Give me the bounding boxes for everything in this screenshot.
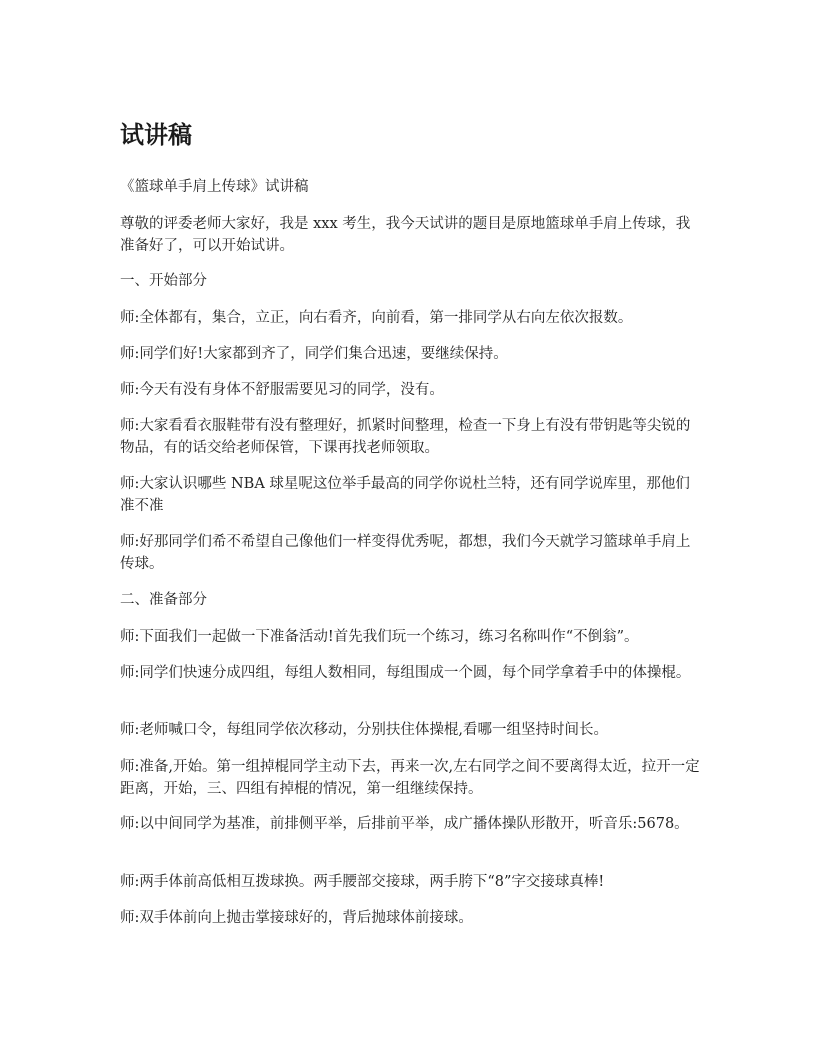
- document-title: 试讲稿: [120, 120, 192, 149]
- paragraph-rules: 师:老师喊口令，每组同学依次移动，分别扶住体操棍,看哪一组坚持时间长。: [120, 722, 608, 738]
- section-heading-preparation: 二、准备部分: [120, 592, 207, 608]
- paragraph-health-check: 师:今天有没有身体不舒服需要见习的同学，没有。: [120, 382, 444, 398]
- paragraph-nba-stars: 师:大家认识哪些 NBA 球星呢这位举手最高的同学你说杜兰特，还有同学说库里，那他们准不准: [120, 476, 690, 514]
- paragraph-roll-call: 师:同学们好!大家都到齐了，同学们集合迅速，要继续保持。: [120, 346, 508, 362]
- paragraph-grouping: 师:同学们快速分成四组，每组人数相同，每组围成一个圆，每个同学拿着手中的体操棍。: [120, 665, 691, 681]
- paragraph-formation: 师:以中间同学为基准，前排侧平举，后排前平举，成广播体操队形散开，听音乐:5678。: [120, 816, 689, 832]
- paragraph-greeting: 尊敬的评委老师大家好，我是 xxx 考生，我今天试讲的题目是原地篮球单手肩上传球，我准备好了，可以开始试讲。: [120, 216, 691, 254]
- paragraph-safety-check: 师:大家看看衣服鞋带有没有整理好，抓紧时间整理，检查一下身上有没有带钥匙等尖锐的物品，有的话交给老师保管，下课再找老师领取。: [120, 418, 691, 456]
- paragraph-ball-handling: 师:两手体前高低相互拨球换。两手腰部交接球，两手胯下“8”字交接球真棒!: [120, 874, 605, 890]
- paragraph-toss-catch: 师:双手体前向上抛击掌接球好的，背后抛球体前接球。: [120, 910, 473, 926]
- section-heading-start: 一、开始部分: [120, 273, 207, 289]
- paragraph-lesson-intro: 师:好那同学们希不希望自己像他们一样变得优秀呢，都想，我们今天就学习篮球单手肩上传球。: [120, 534, 691, 572]
- paragraph-start-game: 师:准备,开始。第一组掉棍同学主动下去，再来一次,左右同学之间不要离得太近，拉开一定距离，开始，三、四组有掉棍的情况，第一组继续保持。: [120, 759, 700, 797]
- paragraph-warmup-game: 师:下面我们一起做一下准备活动!首先我们玩一个练习，练习名称叫作“不倒翁”。: [120, 629, 639, 645]
- paragraph-assembly: 师:全体都有，集合，立正，向右看齐，向前看，第一排同学从右向左依次报数。: [120, 310, 633, 326]
- paragraph-lesson-title: 《篮球单手肩上传球》试讲稿: [120, 179, 309, 195]
